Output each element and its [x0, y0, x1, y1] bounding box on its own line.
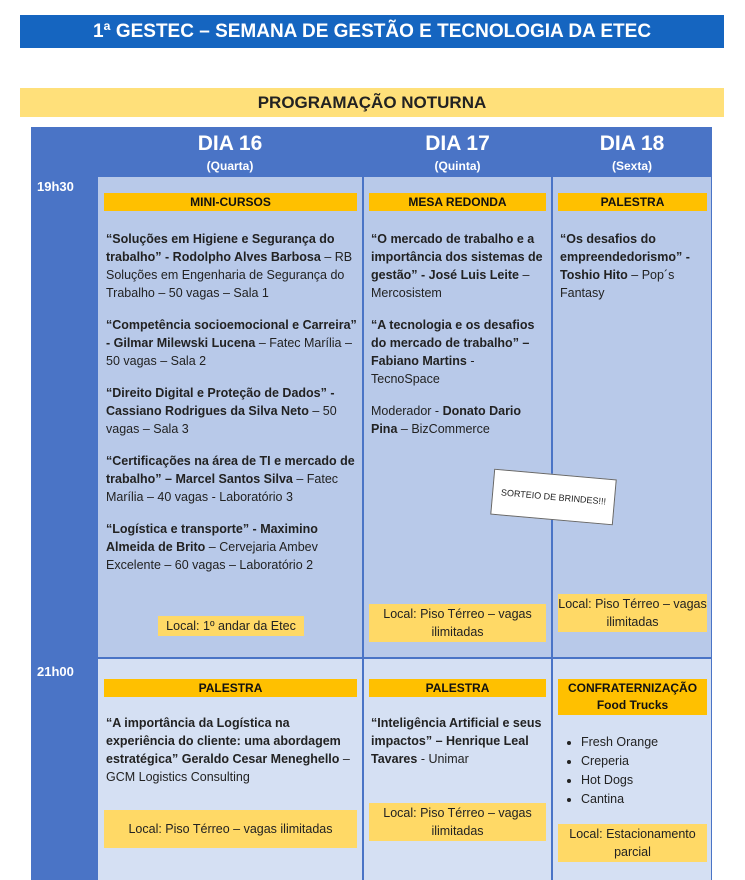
talk-details: – Pop´s Fantasy — [560, 268, 675, 300]
list-item: • Fresh Orange — [581, 733, 708, 752]
tag-palestra: PALESTRA — [369, 679, 546, 697]
moderator-prefix: Moderador - — [371, 404, 443, 418]
item-title: “O mercado de trabalho e a importância dos sistemas de gestão” - José Luis Leite — [371, 232, 543, 282]
item-details: – Mercosistem — [371, 268, 530, 300]
day-weekday: (Quarta) — [206, 159, 254, 173]
palestra-d17-s2 — [371, 714, 546, 768]
giveaway-banner: SORTEIO DE BRINDES!!! — [490, 469, 617, 526]
list-item — [106, 384, 358, 438]
list-item: • Creperia — [581, 752, 708, 771]
list-item — [106, 316, 358, 370]
tag-mesa-redonda: MESA REDONDA — [369, 193, 546, 211]
talk-title: “Os desafios do empreendedorismo” - Toshio Hito — [560, 232, 690, 282]
item-title: “Soluções em Higiene e Segurança do trabalho” - Rodolpho Alves Barbosa — [106, 232, 335, 264]
day-header-16 — [98, 127, 362, 176]
list-item: • Cantina — [581, 790, 708, 809]
day-weekday: (Quinta) — [434, 159, 481, 173]
list-item — [106, 230, 358, 302]
food-trucks-list — [563, 733, 708, 809]
day-header-17 — [364, 127, 551, 176]
day-label: DIA 16 — [197, 132, 263, 155]
item-title: “Logística e transporte” - Maximino Almeida de Brito — [106, 522, 318, 554]
moderator — [371, 402, 546, 438]
palestra-d16-s2 — [106, 714, 358, 786]
day-label: DIA 17 — [425, 132, 490, 155]
mesa-redonda-list — [371, 230, 546, 452]
program-title: PROGRAMAÇÃO NOTURNA — [257, 92, 487, 112]
page-title: 1ª GESTEC – SEMANA DE GESTÃO E TECNOLOGIA DA ETEC — [92, 20, 652, 42]
location-d16-s2: Local: Piso Térreo – vagas ilimitadas — [104, 810, 357, 848]
list-item — [106, 452, 358, 506]
item-title: “A tecnologia e os desafios do mercado de trabalho” – Fabiano Martins — [371, 318, 535, 368]
tag-label: CONFRATERNIZAÇÃO — [567, 681, 698, 695]
item-details: – RB Soluções em Engenharia de Segurança do Trabalho – 50 vagas – Sala 1 — [106, 250, 353, 300]
item-title: “Certificações na área de TI e mercado de trabalho” – Marcel Santos Silva — [106, 454, 355, 486]
item-title: “Competência socioemocional e Carreira” - Gilmar Milewski Lucena — [106, 318, 357, 350]
list-item: • Hot Dogs — [581, 771, 708, 790]
tag-confraternizacao — [558, 679, 707, 715]
item-details: – Fatec Marília – 40 vagas - Laboratório 3 — [106, 472, 339, 504]
day-header-18 — [553, 127, 711, 176]
talk-details: - Unimar — [417, 752, 469, 766]
location-d17-s1: Local: Piso Térreo – vagas ilimitadas — [369, 604, 546, 642]
location-d16-s1: Local: 1º andar da Etec — [158, 616, 304, 636]
tag-sublabel: Food Trucks — [596, 698, 669, 712]
item-details: - TecnoSpace — [371, 354, 475, 386]
day-weekday: (Sexta) — [611, 159, 652, 173]
page-title-bar — [20, 15, 724, 48]
item-title: “Direito Digital e Proteção de Dados” - Cassiano Rodrigues da Silva Neto — [106, 386, 335, 418]
tag-palestra: PALESTRA — [558, 193, 707, 211]
talk-details: – GCM Logistics Consulting — [106, 752, 350, 784]
location-d18-s1: Local: Piso Térreo – vagas ilimitadas — [558, 594, 707, 632]
talk-title: “Inteligência Artificial e seus impactos” – Henrique Leal Tavares — [371, 716, 542, 766]
moderator-company: BizCommerce — [411, 422, 490, 436]
list-item — [371, 316, 546, 388]
list-item — [371, 230, 546, 302]
time-slot-1: 19h30 — [37, 179, 74, 194]
item-details: – Fatec Marília – 50 vagas – Sala 2 — [106, 336, 352, 368]
moderator-name: Donato Dario Pina — [371, 404, 522, 436]
list-item — [106, 520, 358, 574]
moderator-sep: – — [397, 422, 412, 436]
program-title-bar — [20, 88, 724, 117]
palestra-d18-s1 — [560, 230, 708, 302]
tag-mini-cursos: MINI-CURSOS — [104, 193, 357, 211]
time-slot-2: 21h00 — [37, 664, 74, 679]
tag-palestra: PALESTRA — [104, 679, 357, 697]
talk-title: “A importância da Logística na experiência do cliente: uma abordagem estratégica” Geraldo Cesar Meneghello — [106, 716, 341, 766]
day-label: DIA 18 — [599, 132, 665, 155]
item-details: – Cervejaria Ambev Excelente – 60 vagas – Laboratório 2 — [106, 540, 318, 572]
location-d18-s2: Local: Estacionamento parcial — [558, 824, 707, 862]
location-d17-s2: Local: Piso Térreo – vagas ilimitadas — [369, 803, 546, 841]
item-details: – 50 vagas – Sala 3 — [106, 404, 337, 436]
mini-cursos-list — [106, 230, 358, 588]
